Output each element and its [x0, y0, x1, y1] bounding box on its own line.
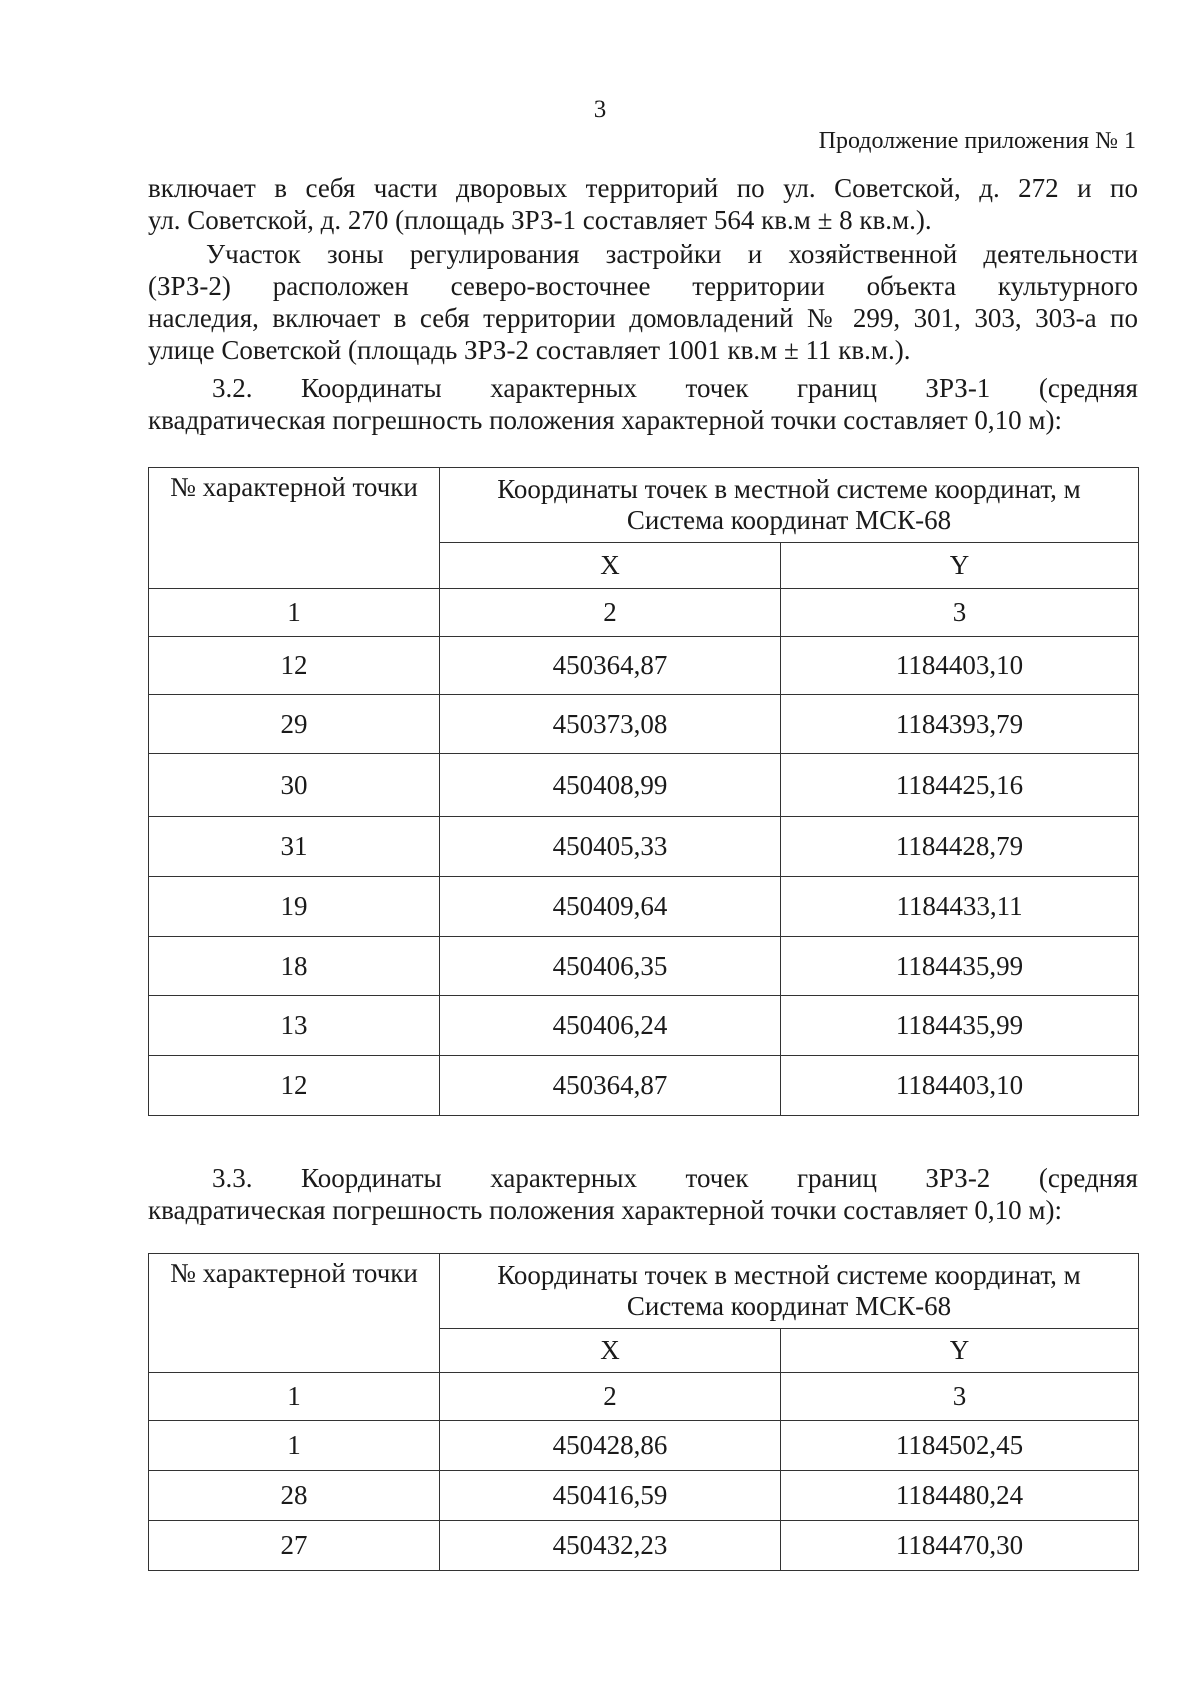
heading-word: (средняя: [1038, 373, 1138, 403]
column-number: 3: [781, 589, 1139, 637]
column-number: 3: [781, 1373, 1139, 1421]
section-3-2-heading: [148, 372, 1138, 436]
heading-word: характерных: [490, 1163, 637, 1193]
text-line: ул. Советской, д. 270 (площадь ЗРЗ-1 составляет 564 кв.м ± 8 кв.м.).: [148, 205, 932, 235]
point-cell: 12: [149, 1056, 440, 1116]
point-cell: 19: [149, 877, 440, 937]
header-point-number: № характерной точки: [149, 468, 440, 589]
table-row: [149, 695, 1139, 754]
header-coords-line: Система координат МСК-68: [626, 1291, 952, 1321]
x-cell: 450428,86: [440, 1421, 781, 1471]
point-cell: 12: [149, 637, 440, 695]
y-cell: 1184480,24: [781, 1471, 1139, 1521]
table-row: [149, 1421, 1139, 1471]
header-coords-line: Система координат МСК-68: [626, 505, 952, 535]
y-cell: 1184403,10: [781, 1056, 1139, 1116]
x-cell: 450364,87: [440, 637, 781, 695]
header-coords-title: [440, 468, 1139, 543]
header-x: X: [440, 543, 781, 589]
annex-note: Продолжение приложения № 1: [818, 128, 1136, 154]
y-cell: 1184470,30: [781, 1521, 1139, 1571]
text-line: включает в себя части дворовых территорий по ул. Советской, д. 272 и по: [148, 173, 1138, 203]
point-cell: 1: [149, 1421, 440, 1471]
table-row: [149, 1056, 1139, 1116]
coordinates-table-zrz2: [148, 1253, 1139, 1571]
text-line: наследия, включает в себя территории домовладений № 299, 301, 303, 303-а по: [148, 303, 1138, 333]
point-cell: 28: [149, 1471, 440, 1521]
y-cell: 1184425,16: [781, 754, 1139, 817]
point-cell: 27: [149, 1521, 440, 1571]
text-line: (ЗРЗ-2) расположен северо-восточнее территории объекта культурного: [148, 271, 1138, 301]
y-cell: 1184433,11: [781, 877, 1139, 937]
x-cell: 450409,64: [440, 877, 781, 937]
table-row: [149, 996, 1139, 1056]
section-3-3-heading: [148, 1162, 1138, 1226]
column-number: 2: [440, 589, 781, 637]
coordinates-table-zrz1: [148, 467, 1139, 1116]
header-y: Y: [781, 543, 1139, 589]
column-number: 2: [440, 1373, 781, 1421]
y-cell: 1184435,99: [781, 996, 1139, 1056]
table-row: [149, 817, 1139, 877]
heading-word: 3.2.: [212, 373, 253, 403]
header-y: Y: [781, 1329, 1139, 1373]
point-cell: 18: [149, 937, 440, 996]
heading-word: точек: [685, 1163, 749, 1193]
heading-word: точек: [685, 373, 749, 403]
text-line: квадратическая погрешность положения характерной точки составляет 0,10 м):: [148, 1195, 1062, 1225]
y-cell: 1184435,99: [781, 937, 1139, 996]
y-cell: 1184403,10: [781, 637, 1139, 695]
heading-line: [148, 1162, 1138, 1194]
table-row: [149, 754, 1139, 817]
y-cell: 1184393,79: [781, 695, 1139, 754]
point-cell: 31: [149, 817, 440, 877]
x-cell: 450364,87: [440, 1056, 781, 1116]
heading-word: границ: [796, 373, 877, 403]
y-cell: 1184502,45: [781, 1421, 1139, 1471]
table-row: [149, 1521, 1139, 1571]
x-cell: 450405,33: [440, 817, 781, 877]
table-row: [149, 937, 1139, 996]
heading-word: 3.3.: [212, 1163, 253, 1193]
heading-word: Координаты: [301, 373, 442, 403]
point-cell: 29: [149, 695, 440, 754]
x-cell: 450416,59: [440, 1471, 781, 1521]
page-number: 3: [593, 96, 607, 123]
x-cell: 450373,08: [440, 695, 781, 754]
heading-word: ЗРЗ-1: [925, 373, 991, 403]
table-row: [149, 1471, 1139, 1521]
table-row: [149, 637, 1139, 695]
x-cell: 450406,35: [440, 937, 781, 996]
column-number: 1: [149, 589, 440, 637]
heading-word: ЗРЗ-2: [925, 1163, 991, 1193]
x-cell: 450408,99: [440, 754, 781, 817]
heading-word: границ: [796, 1163, 877, 1193]
heading-word: Координаты: [301, 1163, 442, 1193]
y-cell: 1184428,79: [781, 817, 1139, 877]
table-row: [149, 877, 1139, 937]
header-coords-line: Координаты точек в местной системе координат, м: [497, 1260, 1081, 1290]
column-number: 1: [149, 1373, 440, 1421]
header-coords-title: [440, 1254, 1139, 1329]
heading-line: [148, 372, 1138, 404]
header-point-number: № характерной точки: [149, 1254, 440, 1373]
text-line: Участок зоны регулирования застройки и хозяйственной деятельности: [206, 239, 1138, 269]
text-line: квадратическая погрешность положения характерной точки составляет 0,10 м):: [148, 405, 1062, 435]
text-line: улице Советской (площадь ЗРЗ-2 составляет 1001 кв.м ± 11 кв.м.).: [148, 335, 911, 365]
header-x: X: [440, 1329, 781, 1373]
heading-word: характерных: [490, 373, 637, 403]
point-cell: 13: [149, 996, 440, 1056]
point-cell: 30: [149, 754, 440, 817]
x-cell: 450406,24: [440, 996, 781, 1056]
heading-word: (средняя: [1038, 1163, 1138, 1193]
paragraph-zrz2: [148, 238, 1138, 366]
header-coords-line: Координаты точек в местной системе координат, м: [497, 474, 1081, 504]
x-cell: 450432,23: [440, 1521, 781, 1571]
paragraph-continuation: [148, 172, 1138, 236]
